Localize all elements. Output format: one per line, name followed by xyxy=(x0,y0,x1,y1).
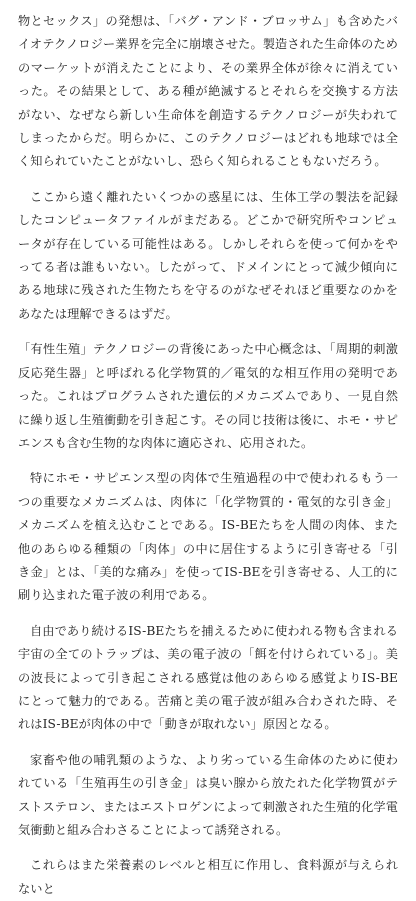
paragraph-3: 「有性生殖」テクノロジーの背後にあった中心概念は、「周期的刺激反応発生器」と呼ばれる化学物質的／電気的な相互作用の発明であった。これはプログラムされた遺伝的メカニズムであり、一見自然に繰り返し生殖衝動を引き起こす。その同じ技術は後に、ホモ・サピエンスも含む生物的な肉体に適応され、応用された。 xyxy=(18,342,398,450)
paragraph-6: 家畜や他の哺乳類のような、より劣っている生命体のために使われている「生殖再生の引き金」は臭い腺から放たれた化学物質がテストステロン、またはエストロゲンによって刺激された生殖的化学電気衝動と組み合わさることによって誘発される。 xyxy=(18,752,398,837)
paragraph-7: これらはまた栄養素のレベルと相互に作用し、食料源が与えられないと xyxy=(18,858,398,896)
paragraph-2: ここから遠く離れたいくつかの惑星には、生体工学の製法を記録したコンピュータファイルがまだある。どこかで研究所やコンピュータが存在している可能性はある。しかしそれらを使って何かをやってる者は誰もいない。したがって、ドメインにとって減少傾向にある地球に残された生物たちを守るのがなぜそれほど重要なのかをあなたは理解できるはずだ。 xyxy=(18,189,398,321)
paragraph-5: 自由であり続けるIS-BEたちを捕えるために使われる物も含まれる宇宙の全てのトラップは、美の電子波の「餌を付けられている」。美の波長によって引き起こされる感覚は他のあらゆる感覚よりIS-BEにとって魅力的である。苦痛と美の電子波が組み合わされた時、それはIS-BEが肉体の中で「動きが取れない」原因となる。 xyxy=(18,623,398,732)
paragraph-1: 物とセックス」の発想は、「バグ・アンド・ブロッサム」も含めたバイオテクノロジー業界を完全に崩壊させた。製造された生命体のためのマーケットが消えたことにより、その業界全体が徐々に消えていった。その結果として、ある種が絶滅するとそれらを交換する方法がない、なぜなら新しい生命体を創造するテクノロジーが失われてしまったからだ。明らかに、このテクノロジーはどれも地球では全く知られていたことがないし、恐らく知られることもないだろう。 xyxy=(18,14,398,169)
paragraph-4: 特にホモ・サピエンス型の肉体で生殖過程の中で使われるもう一つの重要なメカニズムは、肉体に「化学物質的・電気的な引き金」メカニズムを植え込むことである。IS-BEたちを人間の肉体、また他のあらゆる種類の「肉体」の中に居住するように引き寄せる「引き金」とは、「美的な痛み」を使ってIS-BEを引き寄せる、人工的に刷り込まれた電子波の利用である。 xyxy=(18,471,398,603)
